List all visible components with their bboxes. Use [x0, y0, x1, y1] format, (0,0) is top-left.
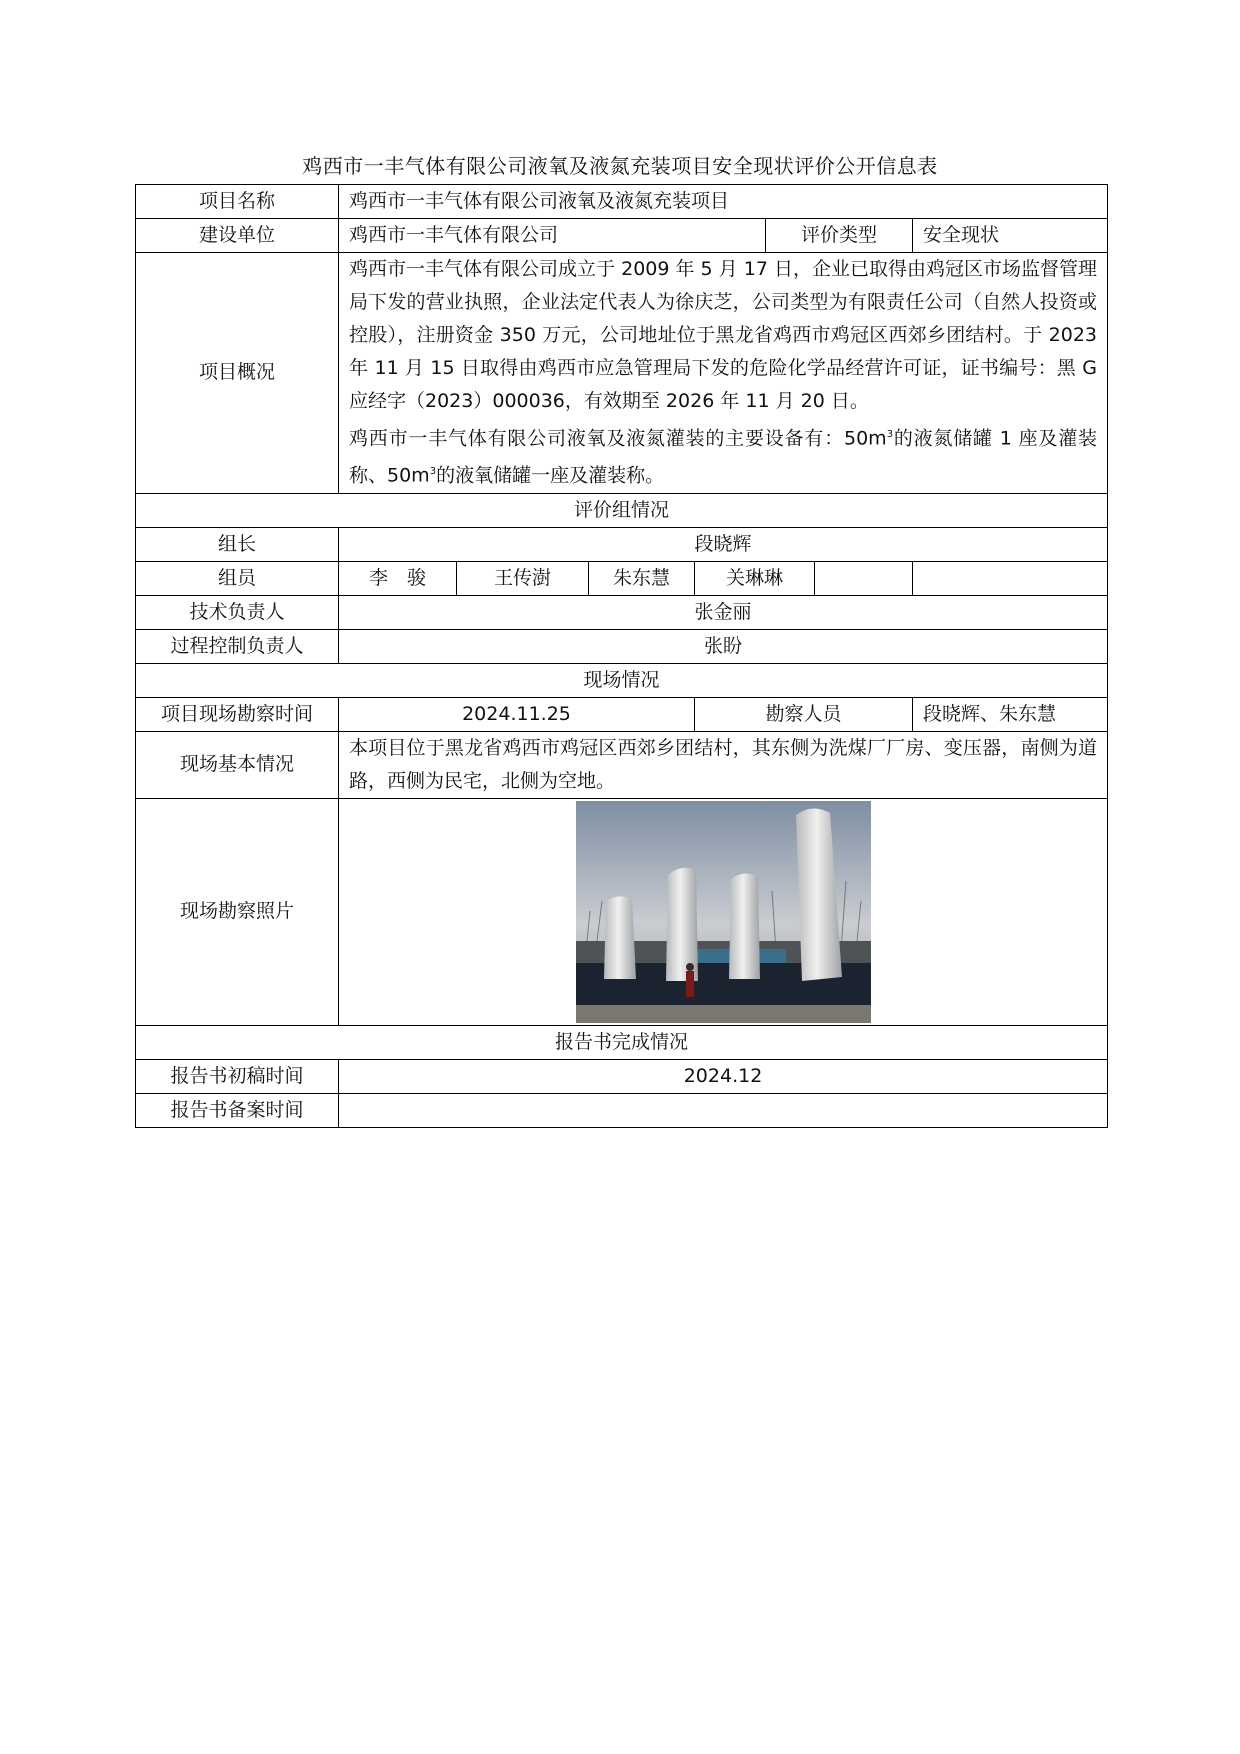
overview-paragraph-2: 鸡西市一丰气体有限公司液氧及液氮灌装的主要设备有：$50m^3$的液氮储罐 1 座及灌装称、$50m^3$的液氧储罐一座及灌装称。 [349, 427, 1098, 487]
survey-staff-value: 段晓辉、朱东慧 [913, 697, 1108, 731]
row-team-section [136, 493, 1108, 527]
tech-lead-value: 张金丽 [339, 595, 1108, 629]
member-cell: 关琳琳 [695, 561, 815, 595]
row-site-photo [136, 798, 1108, 1025]
row-survey-time [136, 697, 1108, 731]
survey-time-value: 2024.11.25 [339, 697, 695, 731]
survey-staff-label: 勘察人员 [695, 697, 913, 731]
site-photo-cell [339, 798, 1108, 1025]
unit-label: 建设单位 [136, 219, 339, 253]
process-lead-value: 张盼 [339, 629, 1108, 663]
row-site-basic [136, 731, 1108, 798]
row-team-leader [136, 527, 1108, 561]
report-filing-value [339, 1093, 1108, 1127]
report-draft-value: 2024.12 [339, 1059, 1108, 1093]
overview-paragraph-1: 鸡西市一丰气体有限公司成立于 2009 年 5 月 17 日，企业已取得由鸡冠区市场监督管理局下发的营业执照，企业法定代表人为徐庆芝，公司类型为有限责任公司（自然人投资或控股），注册资金 350 万元，公司地址位于黑龙省鸡西市鸡冠区西郊乡团结村。于 2023 年 11 月 15 日取得由鸡西市应急管理局下发的危险化学品经营许可证，证书编号：黑 G 应经字（2023）000036，有效期至 2026 年 11 月 20 日。 [349, 258, 1098, 412]
report-draft-label: 报告书初稿时间 [136, 1059, 339, 1093]
site-basic-label: 现场基本情况 [136, 731, 339, 798]
row-team-members [136, 561, 1108, 595]
member-cell: 朱东慧 [589, 561, 695, 595]
page-title: 鸡西市一丰气体有限公司液氧及液氮充装项目安全现状评价公开信息表 [302, 154, 938, 178]
process-lead-label: 过程控制负责人 [136, 629, 339, 663]
eval-type-label: 评价类型 [766, 219, 913, 253]
project-name-label: 项目名称 [136, 185, 339, 219]
eval-type-value: 安全现状 [913, 219, 1108, 253]
row-report-filing [136, 1093, 1108, 1127]
row-process-lead [136, 629, 1108, 663]
leader-value: 段晓辉 [339, 527, 1108, 561]
unit-value: 鸡西市一丰气体有限公司 [339, 219, 766, 253]
row-site-section [136, 663, 1108, 697]
row-tech-lead [136, 595, 1108, 629]
member-cell [815, 561, 913, 595]
team-section-heading: 评价组情况 [136, 493, 1108, 527]
tech-lead-label: 技术负责人 [136, 595, 339, 629]
row-report-section [136, 1025, 1108, 1059]
member-cell [913, 561, 1108, 595]
row-report-draft [136, 1059, 1108, 1093]
overview-text [339, 253, 1108, 494]
report-section-heading: 报告书完成情况 [136, 1025, 1108, 1059]
row-overview [136, 253, 1108, 494]
leader-label: 组长 [136, 527, 339, 561]
project-name-value: 鸡西市一丰气体有限公司液氧及液氮充装项目 [339, 185, 1108, 219]
info-table [135, 184, 1108, 1128]
report-filing-label: 报告书备案时间 [136, 1093, 339, 1127]
site-photo-image [576, 801, 871, 1023]
members-label: 组员 [136, 561, 339, 595]
survey-time-label: 项目现场勘察时间 [136, 697, 339, 731]
member-cell: 王传澍 [457, 561, 589, 595]
site-section-heading: 现场情况 [136, 663, 1108, 697]
row-construction-unit [136, 219, 1108, 253]
row-project-name [136, 185, 1108, 219]
site-basic-text: 本项目位于黑龙省鸡西市鸡冠区西郊乡团结村，其东侧为洗煤厂厂房、变压器，南侧为道路，西侧为民宅，北侧为空地。 [339, 731, 1108, 798]
site-photo-label: 现场勘察照片 [136, 798, 339, 1025]
overview-label: 项目概况 [136, 253, 339, 494]
member-cell: 李 骏 [339, 561, 457, 595]
